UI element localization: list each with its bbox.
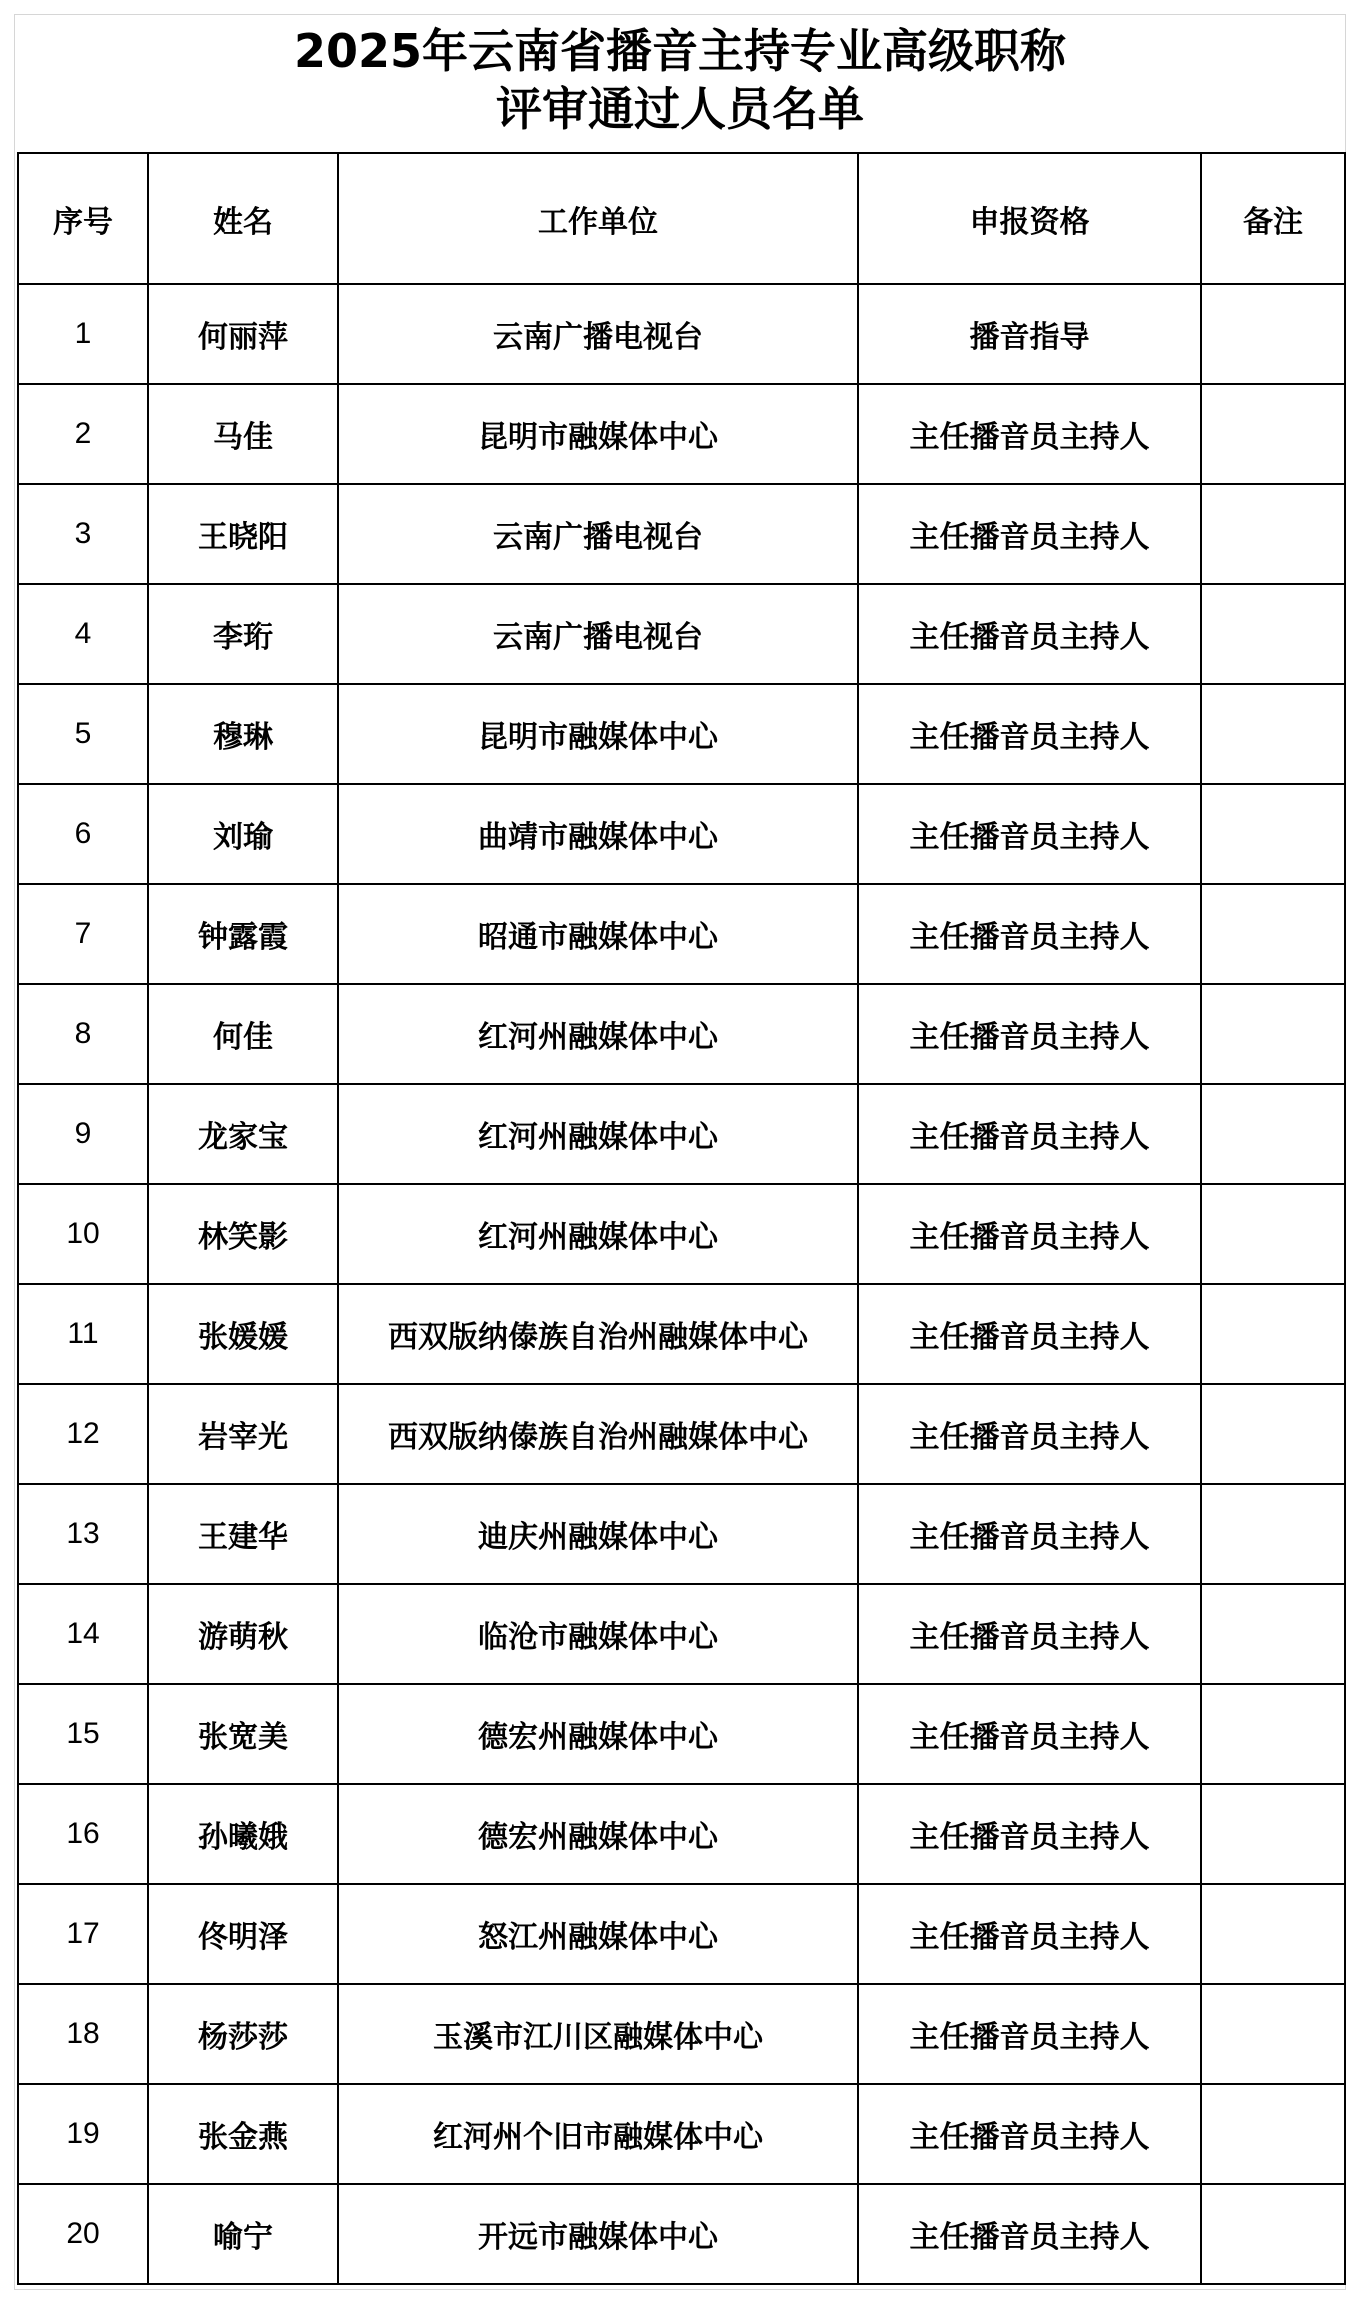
cell-name: 王晓阳: [148, 484, 338, 584]
table-row: [18, 1484, 1345, 1584]
cell-work-unit: 云南广播电视台: [338, 584, 858, 684]
table-row: [18, 1184, 1345, 1284]
cell-serial-number: 1: [18, 284, 148, 384]
cell-qualification: 主任播音员主持人: [858, 2084, 1201, 2184]
cell-remarks: [1201, 984, 1345, 1084]
cell-name: 王建华: [148, 1484, 338, 1584]
cell-remarks: [1201, 1084, 1345, 1184]
cell-name: 穆琳: [148, 684, 338, 784]
cell-qualification: 主任播音员主持人: [858, 1484, 1201, 1584]
cell-work-unit: 西双版纳傣族自治州融媒体中心: [338, 1284, 858, 1384]
cell-serial-number: 16: [18, 1784, 148, 1884]
cell-qualification: 主任播音员主持人: [858, 1084, 1201, 1184]
cell-qualification: 主任播音员主持人: [858, 684, 1201, 784]
cell-name: 杨莎莎: [148, 1984, 338, 2084]
cell-serial-number: 7: [18, 884, 148, 984]
header-remarks: 备注: [1201, 153, 1345, 284]
cell-serial-number: 13: [18, 1484, 148, 1584]
cell-name: 钟露霞: [148, 884, 338, 984]
cell-remarks: [1201, 584, 1345, 684]
cell-remarks: [1201, 2084, 1345, 2184]
cell-work-unit: 昆明市融媒体中心: [338, 684, 858, 784]
table-row: [18, 1784, 1345, 1884]
cell-name: 张宽美: [148, 1684, 338, 1784]
cell-serial-number: 17: [18, 1884, 148, 1984]
cell-name: 刘瑜: [148, 784, 338, 884]
cell-work-unit: 云南广播电视台: [338, 284, 858, 384]
cell-qualification: 播音指导: [858, 284, 1201, 384]
title-line-1: 2025年云南省播音主持专业高级职称: [293, 24, 1067, 78]
cell-qualification: 主任播音员主持人: [858, 884, 1201, 984]
cell-qualification: 主任播音员主持人: [858, 1684, 1201, 1784]
table-row: [18, 1084, 1345, 1184]
cell-remarks: [1201, 1584, 1345, 1684]
cell-qualification: 主任播音员主持人: [858, 1784, 1201, 1884]
cell-name: 游萌秋: [148, 1584, 338, 1684]
cell-serial-number: 2: [18, 384, 148, 484]
cell-work-unit: 昆明市融媒体中心: [338, 384, 858, 484]
cell-work-unit: 开远市融媒体中心: [338, 2184, 858, 2284]
table-row: [18, 2184, 1345, 2284]
cell-qualification: 主任播音员主持人: [858, 1584, 1201, 1684]
cell-serial-number: 8: [18, 984, 148, 1084]
table-row: [18, 884, 1345, 984]
cell-work-unit: 西双版纳傣族自治州融媒体中心: [338, 1384, 858, 1484]
cell-name: 何佳: [148, 984, 338, 1084]
cell-serial-number: 6: [18, 784, 148, 884]
cell-name: 喻宁: [148, 2184, 338, 2284]
cell-work-unit: 曲靖市融媒体中心: [338, 784, 858, 884]
cell-remarks: [1201, 1784, 1345, 1884]
cell-name: 马佳: [148, 384, 338, 484]
cell-work-unit: 红河州融媒体中心: [338, 1084, 858, 1184]
table-row: [18, 1984, 1345, 2084]
cell-qualification: 主任播音员主持人: [858, 584, 1201, 684]
cell-remarks: [1201, 1884, 1345, 1984]
cell-name: 李珩: [148, 584, 338, 684]
cell-remarks: [1201, 1484, 1345, 1584]
cell-remarks: [1201, 1184, 1345, 1284]
cell-work-unit: 怒江州融媒体中心: [338, 1884, 858, 1984]
cell-remarks: [1201, 684, 1345, 784]
cell-remarks: [1201, 284, 1345, 384]
title-line-2: 评审通过人员名单: [496, 82, 864, 136]
cell-work-unit: 临沧市融媒体中心: [338, 1584, 858, 1684]
cell-work-unit: 德宏州融媒体中心: [338, 1684, 858, 1784]
table-row: [18, 484, 1345, 584]
cell-remarks: [1201, 2184, 1345, 2284]
cell-name: 林笑影: [148, 1184, 338, 1284]
cell-serial-number: 14: [18, 1584, 148, 1684]
table-row: [18, 784, 1345, 884]
cell-serial-number: 5: [18, 684, 148, 784]
table-row: [18, 284, 1345, 384]
cell-remarks: [1201, 784, 1345, 884]
table-row: [18, 384, 1345, 484]
cell-serial-number: 20: [18, 2184, 148, 2284]
table-row: [18, 684, 1345, 784]
table-row: [18, 984, 1345, 1084]
cell-remarks: [1201, 1284, 1345, 1384]
cell-name: 张金燕: [148, 2084, 338, 2184]
cell-work-unit: 德宏州融媒体中心: [338, 1784, 858, 1884]
cell-qualification: 主任播音员主持人: [858, 1184, 1201, 1284]
cell-serial-number: 9: [18, 1084, 148, 1184]
cell-name: 龙家宝: [148, 1084, 338, 1184]
cell-remarks: [1201, 384, 1345, 484]
header-name: 姓名: [148, 153, 338, 284]
cell-serial-number: 4: [18, 584, 148, 684]
roster-table: [17, 152, 1346, 2285]
cell-name: 岩宰光: [148, 1384, 338, 1484]
cell-work-unit: 云南广播电视台: [338, 484, 858, 584]
cell-serial-number: 10: [18, 1184, 148, 1284]
table-row: [18, 1284, 1345, 1384]
cell-qualification: 主任播音员主持人: [858, 2184, 1201, 2284]
cell-work-unit: 红河州融媒体中心: [338, 984, 858, 1084]
cell-qualification: 主任播音员主持人: [858, 784, 1201, 884]
table-row: [18, 2084, 1345, 2184]
cell-serial-number: 19: [18, 2084, 148, 2184]
table-row: [18, 1384, 1345, 1484]
cell-remarks: [1201, 1384, 1345, 1484]
cell-work-unit: 昭通市融媒体中心: [338, 884, 858, 984]
cell-serial-number: 11: [18, 1284, 148, 1384]
header-qualification: 申报资格: [858, 153, 1201, 284]
cell-serial-number: 3: [18, 484, 148, 584]
cell-qualification: 主任播音员主持人: [858, 384, 1201, 484]
cell-remarks: [1201, 884, 1345, 984]
cell-name: 孙曦娥: [148, 1784, 338, 1884]
cell-qualification: 主任播音员主持人: [858, 1984, 1201, 2084]
cell-serial-number: 12: [18, 1384, 148, 1484]
cell-serial-number: 15: [18, 1684, 148, 1784]
cell-work-unit: 迪庆州融媒体中心: [338, 1484, 858, 1584]
cell-name: 张媛媛: [148, 1284, 338, 1384]
cell-name: 何丽萍: [148, 284, 338, 384]
cell-name: 佟明泽: [148, 1884, 338, 1984]
cell-qualification: 主任播音员主持人: [858, 1384, 1201, 1484]
table-row: [18, 584, 1345, 684]
header-serial-number: 序号: [18, 153, 148, 284]
table-row: [18, 1884, 1345, 1984]
cell-remarks: [1201, 1684, 1345, 1784]
table-row: [18, 1684, 1345, 1784]
cell-serial-number: 18: [18, 1984, 148, 2084]
table-row: [18, 1584, 1345, 1684]
cell-work-unit: 玉溪市江川区融媒体中心: [338, 1984, 858, 2084]
cell-work-unit: 红河州融媒体中心: [338, 1184, 858, 1284]
cell-qualification: 主任播音员主持人: [858, 484, 1201, 584]
cell-remarks: [1201, 1984, 1345, 2084]
header-work-unit: 工作单位: [338, 153, 858, 284]
table-header-row: [18, 153, 1345, 284]
page-title: [14, 22, 1346, 138]
table-body: [18, 284, 1345, 2284]
cell-qualification: 主任播音员主持人: [858, 1284, 1201, 1384]
cell-qualification: 主任播音员主持人: [858, 1884, 1201, 1984]
cell-remarks: [1201, 484, 1345, 584]
cell-work-unit: 红河州个旧市融媒体中心: [338, 2084, 858, 2184]
cell-qualification: 主任播音员主持人: [858, 984, 1201, 1084]
